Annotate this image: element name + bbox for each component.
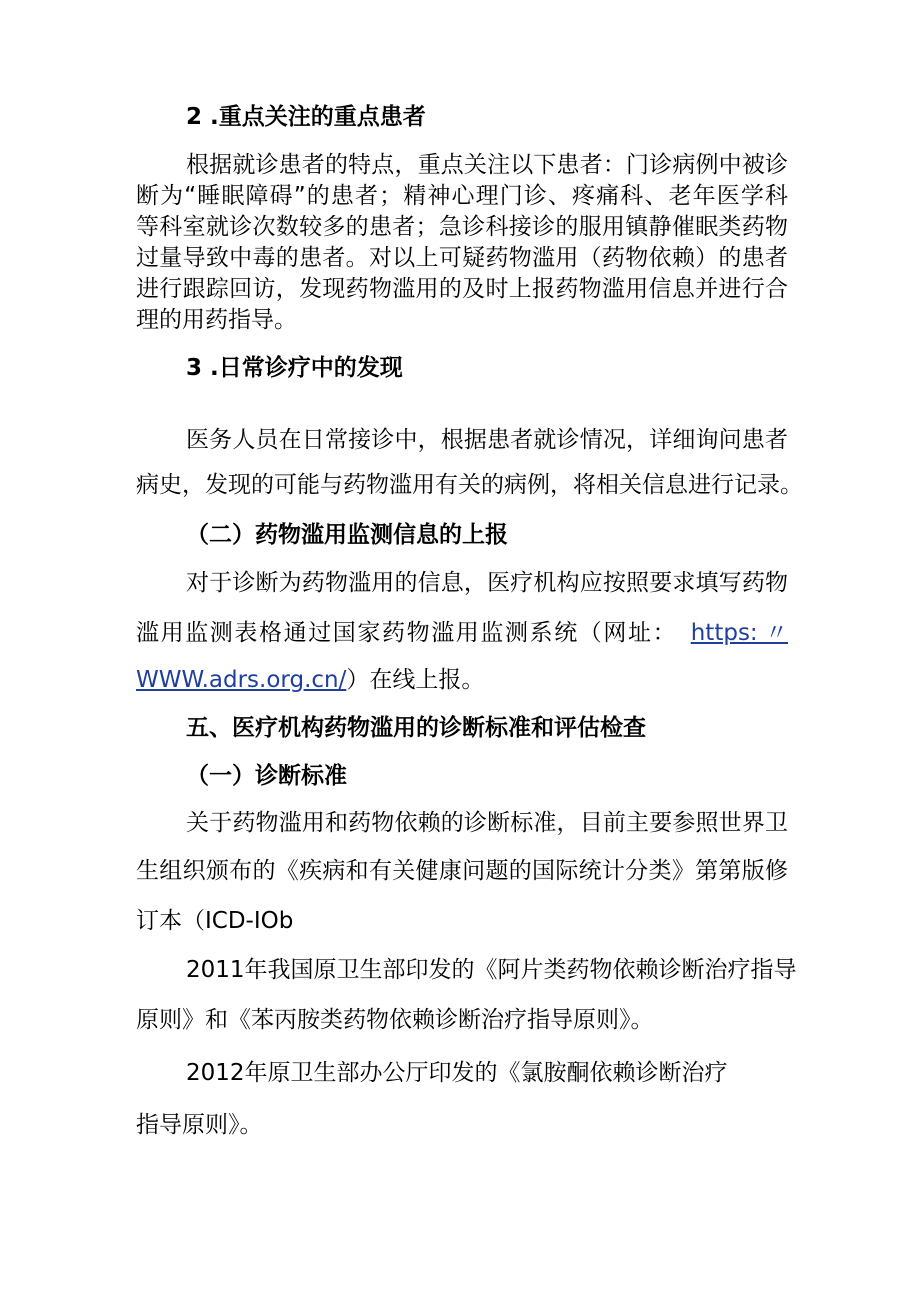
paragraph-text: 滥用监测表格通过国家药物滥用监测系统（网址： (136, 620, 678, 646)
paragraph-line: 等科室就诊次数较多的患者；急诊科接诊的服用镇静催眠类药物 (136, 214, 788, 240)
section-heading-2 (186, 102, 426, 132)
section-heading-3 (186, 353, 403, 383)
website-link[interactable]: https: 〃 (690, 620, 788, 646)
paragraph-line: 病史，发现的可能与药物滥用有关的病例，将相关信息进行记录。 (136, 472, 803, 498)
paragraph-line: 进行跟踪回访，发现药物滥用的及时上报药物滥用信息并进行合 (136, 276, 788, 302)
paragraph-line: 对于诊断为药物滥用的信息，医疗机构应按照要求填写药物 (186, 570, 788, 596)
paragraph-line (136, 665, 484, 695)
website-link-continued[interactable]: WWW.adrs.org.cn/ (136, 667, 347, 693)
heading-number: 3 (186, 355, 203, 381)
paragraph-line: 过量导致中毒的患者。对以上可疑药物滥用（药物依赖）的患者 (136, 245, 788, 271)
paragraph-line: 原则》和《苯丙胺类药物依赖诊断治疗指导原则》。 (136, 1007, 654, 1033)
paragraph-line (136, 618, 788, 648)
paragraph-line: 关于药物滥用和药物依赖的诊断标准，目前主要参照世界卫 (186, 810, 788, 836)
subsection-heading-criteria: （一）诊断标准 (186, 763, 347, 789)
heading-number: 2 (186, 104, 203, 130)
paragraph-line: 指导原则》。 (136, 1112, 263, 1138)
paragraph-line: 订本（ICD-IOb (136, 908, 294, 934)
paragraph-line: 医务人员在日常接诊中，根据患者就诊情况，详细询问患者 (186, 427, 788, 453)
paragraph-line: 理的用药指导。 (136, 307, 297, 333)
heading-title: .重点关注的重点患者 (210, 104, 426, 130)
paragraph-line: 2011年我国原卫生部印发的《阿片类药物依赖诊断治疗指导 (186, 957, 797, 983)
paragraph-line: 生组织颁布的《疾病和有关健康问题的国际统计分类》第第版修 (136, 858, 788, 884)
paragraph-line: 根据就诊患者的特点，重点关注以下患者：门诊病例中被诊 (186, 152, 788, 178)
paragraph-text: ）在线上报。 (346, 667, 485, 693)
section-heading-5: 五、医疗机构药物滥用的诊断标准和评估检查 (186, 715, 646, 741)
paragraph-line: 断为“睡眠障碍”的患者；精神心理门诊、疼痛科、老年医学科 (136, 183, 788, 209)
subsection-heading-reporting: （二）药物滥用监测信息的上报 (186, 522, 508, 548)
heading-title: .日常诊疗中的发现 (210, 355, 403, 381)
paragraph-line: 2012年原卫生部办公厅印发的《氯胺酮依赖诊断治疗 (186, 1060, 728, 1086)
